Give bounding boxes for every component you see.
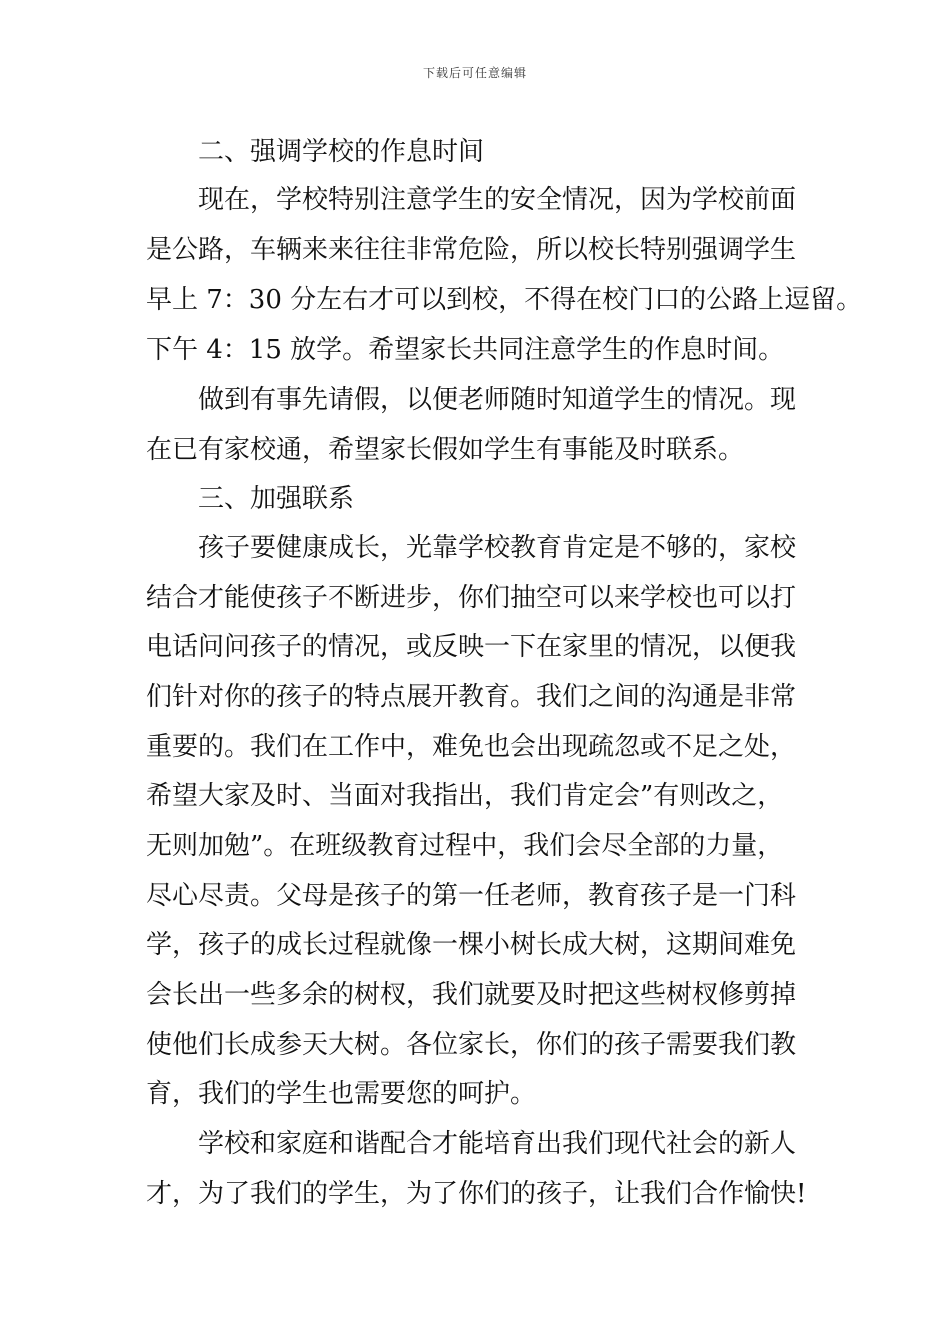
paragraph-line: 尽心尽责。父母是孩子的第一任老师，教育孩子是一门科 (146, 881, 797, 911)
paragraph-line: 重要的。我们在工作中，难免也会出现疏忽或不足之处， (146, 732, 797, 762)
paragraph-line: 会长出一些多余的树杈，我们就要及时把这些树杈修剪掉 (146, 980, 797, 1010)
paragraph-line: 在已有家校通，希望家长假如学生有事能及时联系。 (146, 435, 745, 465)
section-heading-3: 三、加强联系 (198, 484, 355, 514)
paragraph-line: 无则加勉”。在班级教育过程中，我们会尽全部的力量， (146, 831, 784, 861)
paragraph-line: 做到有事先请假，以便老师随时知道学生的情况。现 (198, 385, 797, 415)
paragraph-line: 们针对你的孩子的特点展开教育。我们之间的沟通是非常 (146, 682, 797, 712)
paragraph-line: 学，孩子的成长过程就像一棵小树长成大树，这期间难免 (146, 930, 797, 960)
paragraph-line: 学校和家庭和谐配合才能培育出我们现代社会的新人 (198, 1129, 797, 1159)
paragraph-line: 早上 7：30 分左右才可以到校，不得在校门口的公路上逗留。 (146, 285, 863, 315)
paragraph-line: 孩子要健康成长，光靠学校教育肯定是不够的，家校 (198, 533, 797, 563)
paragraph-line: 结合才能使孩子不断进步，你们抽空可以来学校也可以打 (146, 583, 797, 613)
section-heading-2: 二、强调学校的作息时间 (198, 137, 485, 167)
header-note: 下载后可任意编辑 (422, 66, 527, 80)
paragraph-line: 使他们长成参天大树。各位家长，你们的孩子需要我们教 (146, 1030, 797, 1060)
paragraph-line: 下午 4：15 放学。希望家长共同注意学生的作息时间。 (146, 335, 785, 365)
paragraph-line: 电话问问孩子的情况，或反映一下在家里的情况，以便我 (146, 632, 797, 662)
paragraph-line: 希望大家及时、当面对我指出，我们肯定会”有则改之， (146, 781, 784, 811)
paragraph-line: 才，为了我们的学生，为了你们的孩子，让我们合作愉快! (146, 1179, 807, 1209)
paragraph-line: 育，我们的学生也需要您的呵护。 (146, 1079, 537, 1109)
paragraph-line: 是公路，车辆来来往往非常危险，所以校长特别强调学生 (146, 235, 797, 265)
paragraph-line: 现在，学校特别注意学生的安全情况，因为学校前面 (198, 185, 797, 215)
